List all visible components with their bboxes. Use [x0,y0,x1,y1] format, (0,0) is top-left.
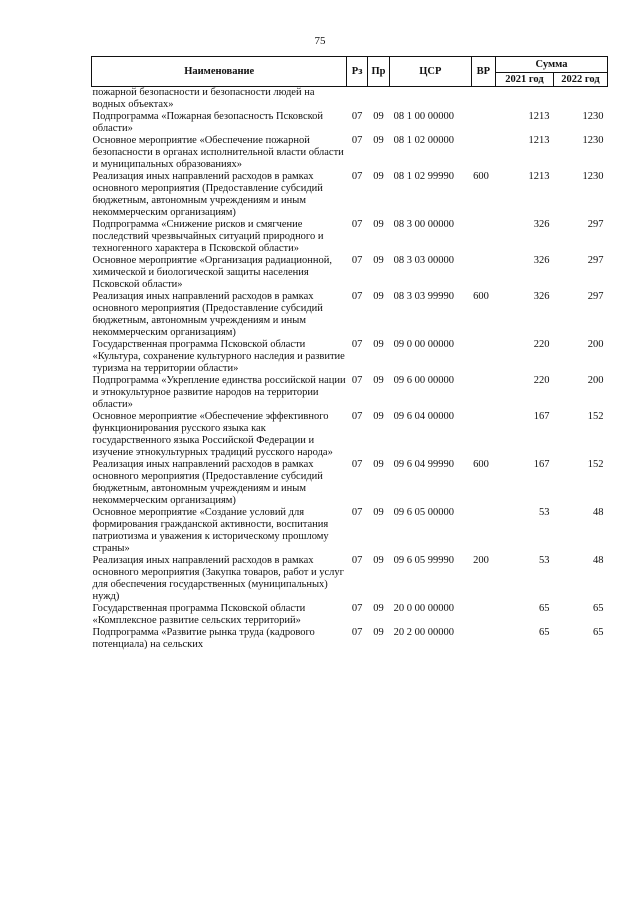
page-number: 75 [314,35,326,47]
row-sum-2022: 200 [587,339,604,350]
row-name: Основное мероприятие «Обеспечение эффективного функционирования русского языка как государственного языка Российской Федерации и изучение этнокультурных традиций русского народа» [92,411,333,458]
row-csr [390,87,471,112]
row-sum-2022: 200 [587,375,604,386]
row-sum-2021: 167 [533,459,550,470]
row-sum-2021: 167 [533,411,550,422]
row-sum-2022: 152 [587,459,604,470]
header-sum: Сумма [495,57,607,73]
row-pr: 09 [373,627,384,638]
row-vr [471,627,495,651]
row-pr: 09 [373,375,384,386]
row-csr: 08 1 02 99990 [393,171,455,182]
row-pr: 09 [373,411,384,422]
row-vr [471,135,495,171]
row-sum-2022: 48 [593,507,604,518]
row-vr [471,411,495,459]
row-name: Подпрограмма «Пожарная безопасность Псковской области» [92,111,324,134]
row-vr [471,111,495,135]
row-pr: 09 [373,255,384,266]
table-row [92,603,608,627]
row-name: Основное мероприятие «Организация радиационной, химической и биологической защиты населения Псковской области» [92,255,333,290]
row-sum-2021: 53 [538,507,550,518]
header-year-2022: 2022 год [553,73,607,87]
row-sum-2021: 326 [533,255,550,266]
row-vr [471,87,495,112]
row-sum-2021: 1213 [528,171,550,182]
row-sum-2022: 1230 [582,171,604,182]
row-csr: 20 0 00 00000 [393,603,455,614]
table-body [92,87,608,652]
row-sum-2021: 326 [533,219,550,230]
row-csr: 09 6 05 99990 [393,555,455,566]
row-sum-2021: 53 [538,555,550,566]
header-vr: ВР [471,57,495,87]
table-row [92,555,608,603]
table-row [92,507,608,555]
row-name: Подпрограмма «Развитие рынка труда (кадрового потенциала) на сельских [92,627,315,650]
row-rz [347,87,367,112]
header-year-2021: 2021 год [495,73,553,87]
row-rz: 07 [351,339,363,350]
row-name: Подпрограмма «Снижение рисков и смягчение последствий чрезвычайных ситуаций природного и техногенного характера в Псковской области» [92,219,324,254]
row-sum-2021: 1213 [528,135,550,146]
table-row [92,135,608,171]
row-name: Реализация иных направлений расходов в рамках основного мероприятия (Предоставление субсидий бюджетным, автономным учреждениям и иным некоммерческим организациям) [92,459,323,506]
table-row [92,291,608,339]
row-csr: 08 3 03 00000 [393,255,455,266]
row-sum-2021: 326 [533,291,550,302]
row-pr: 09 [373,555,384,566]
row-sum-2021: 65 [538,627,550,638]
row-sum-2021: 1213 [528,111,550,122]
row-sum-2022: 48 [593,555,604,566]
row-name: Основное мероприятие «Создание условий для формирования гражданской активности, воспитания патриотизма и уважения к историческому прошлому страны» [92,507,329,554]
row-name: пожарной безопасности и безопасности людей на водных объектах» [92,87,315,110]
row-pr: 09 [373,111,384,122]
header-pr: Пр [367,57,389,87]
table-row [92,627,608,651]
row-rz: 07 [351,507,363,518]
row-sum-2021: 65 [538,603,550,614]
row-sum-2022: 152 [587,411,604,422]
row-sum-2022: 65 [593,603,604,614]
table-row [92,171,608,219]
table-row [92,219,608,255]
header-rz: Рз [347,57,367,87]
row-name: Реализация иных направлений расходов в рамках основного мероприятия (Закупка товаров, работ и услуг для обеспечения государственных (муниципальных) нужд) [92,555,344,602]
row-pr: 09 [373,135,384,146]
row-csr: 08 3 00 00000 [393,219,455,230]
row-name: Реализация иных направлений расходов в рамках основного мероприятия (Предоставление субсидий бюджетным, автономным учреждениям и иным некоммерческим организациям) [92,171,323,218]
row-sum-2022: 297 [587,291,604,302]
row-vr: 600 [473,459,489,470]
row-vr [471,507,495,555]
budget-table [91,56,608,651]
row-rz: 07 [351,555,363,566]
row-sum-2021 [495,87,553,112]
row-sum-2022: 1230 [582,135,604,146]
row-rz: 07 [351,459,363,470]
row-vr [471,339,495,375]
row-sum-2022 [553,87,607,112]
row-pr: 09 [373,459,384,470]
table-header [92,57,608,87]
row-csr: 09 6 05 00000 [393,507,455,518]
row-rz: 07 [351,171,363,182]
row-rz: 07 [351,375,363,386]
row-sum-2022: 65 [593,627,604,638]
row-csr: 09 6 00 00000 [393,375,455,386]
row-rz: 07 [351,603,363,614]
row-pr: 09 [373,339,384,350]
row-pr: 09 [373,219,384,230]
row-sum-2021: 220 [533,375,550,386]
row-rz: 07 [351,111,363,122]
row-name: Подпрограмма «Укрепление единства российской нации и этнокультурное развитие народов на территории области» [92,375,346,410]
row-rz: 07 [351,411,363,422]
row-csr: 20 2 00 00000 [393,627,455,638]
row-rz: 07 [351,255,363,266]
table-row [92,375,608,411]
row-sum-2022: 297 [587,219,604,230]
row-pr: 09 [373,507,384,518]
row-sum-2022: 1230 [582,111,604,122]
row-vr [471,255,495,291]
table-row [92,459,608,507]
row-pr: 09 [373,171,384,182]
row-csr: 09 0 00 00000 [393,339,455,350]
row-pr: 09 [373,291,384,302]
row-name: Государственная программа Псковской области «Культура, сохранение культурного наследия и развитие туризма на территории области» [92,339,345,374]
row-rz: 07 [351,627,363,638]
row-vr: 600 [473,291,489,302]
row-vr [471,375,495,411]
row-csr: 08 1 02 00000 [393,135,455,146]
row-csr: 09 6 04 00000 [393,411,455,422]
row-csr: 08 1 00 00000 [393,111,455,122]
row-pr [367,87,389,112]
row-rz: 07 [351,291,363,302]
row-vr [471,219,495,255]
row-name: Государственная программа Псковской области «Комплексное развитие сельских территорий» [92,603,306,626]
table-row [92,87,608,112]
row-sum-2021: 220 [533,339,550,350]
row-csr: 09 6 04 99990 [393,459,455,470]
row-name: Реализация иных направлений расходов в рамках основного мероприятия (Предоставление субсидий бюджетным, автономным учреждениям и иным некоммерческим организациям) [92,291,323,338]
row-vr [471,603,495,627]
row-pr: 09 [373,603,384,614]
table-row [92,255,608,291]
table-row [92,339,608,375]
row-vr: 600 [473,171,489,182]
header-name: Наименование [92,57,347,87]
row-vr: 200 [473,555,489,566]
row-rz: 07 [351,135,363,146]
row-csr: 08 3 03 99990 [393,291,455,302]
row-rz: 07 [351,219,363,230]
row-sum-2022: 297 [587,255,604,266]
table-row [92,411,608,459]
row-name: Основное мероприятие «Обеспечение пожарной безопасности в органах исполнительной власти области и муниципальных образованиях» [92,135,344,170]
table-row [92,111,608,135]
header-csr: ЦСР [390,57,471,87]
